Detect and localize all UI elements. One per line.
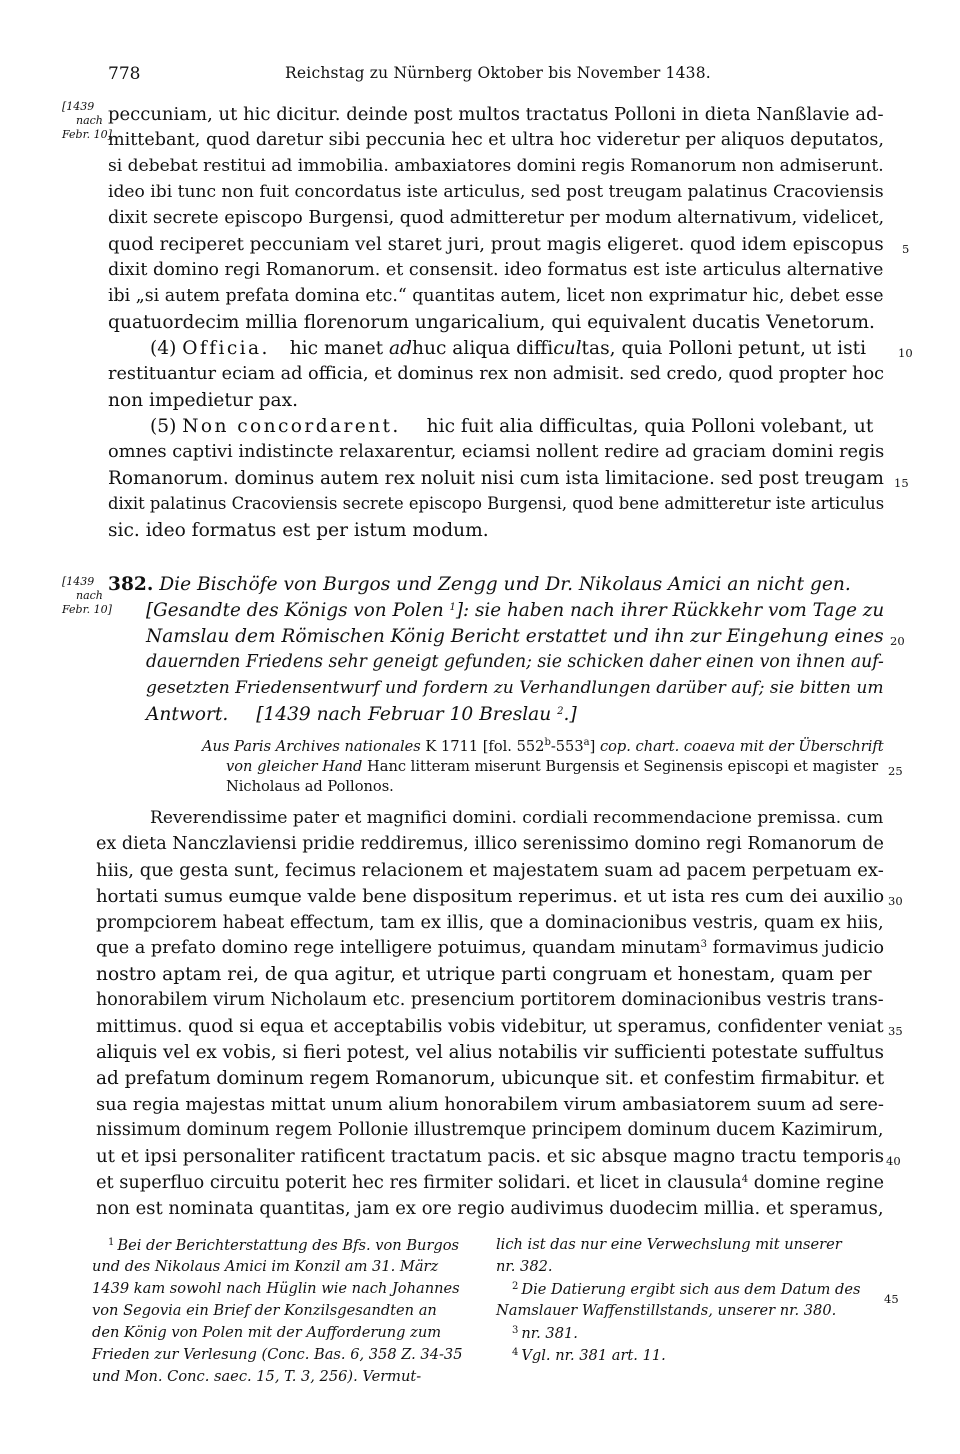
line-number: 25 [888,764,903,778]
document-title-line [146,602,884,620]
source-note-line: Nicholaus ad Pollonos. [226,778,394,795]
source-text: Aus Paris Archives nationales [202,738,421,755]
text-line: dixit palatinus Cracoviensis secrete episcopo Burgensi, quod bene admitteretur iste articulus [108,494,885,513]
letter-line: non est nominata quantitas, jam ex ore regio audivimus duodecim millia. et speramus, [96,1198,884,1219]
footnote-ref: 2 [557,706,564,717]
footnote-line: lich ist das nur eine Verwechslung mit unserer [496,1236,842,1253]
text-line: peccuniam, ut hic dicitur. deinde post multos tractatus Polloni in dieta Nanßlavie ad- [108,104,884,125]
letter-line: sua regia majestas mittat unum alium honorabilem virum ambasiatorem suum ad sere- [96,1094,884,1115]
text-segment: diffi [516,338,554,359]
footnote-line: und Mon. Conc. saec. 15, T. 3, 256). Vermut- [92,1368,422,1385]
section-number: (5) [150,416,177,437]
letter-line: ad prefatum dominum regem Romanorum, ubicunque sit. et confestim firmabitur. et [96,1068,885,1089]
text-line: ideo ibi tunc non fuit concordatus iste articulus, sed post treugam palatinus Cracoviensis [108,182,884,202]
text-segment: formavimus judicio [707,938,885,958]
text-segment: cul [553,338,582,359]
letter-line: nostro aptam rei, de qua agitur, et utrique parti congruam et honestam, quam per [96,964,872,985]
footnote-line [512,1282,860,1298]
letter-line [96,940,884,958]
footnote-text: Bei der Berichterstattung des Bfs. von Burgos [117,1237,460,1254]
text-line: si debebat restitui ad immobilia. ambaxiatores domini regis Romanorum non admiserunt. [108,156,884,176]
footnote-ref: 3 [700,939,708,950]
letter-line: aliquis vel ex vobis, si fieri potest, vel alius notabilis vir sufficienti potestate suffultus [96,1042,885,1063]
footnote-line: Namslauer Waffenstillstands, unserer nr. 380. [496,1302,837,1319]
footnote-line: von Segovia ein Brief der Konzilsgesandten an [92,1302,437,1319]
text-segment: domine regine [748,1172,885,1193]
text-line: restituantur eciam ad officia, et dominus rex non admisit. sed credo, quod propter hoc [108,364,885,384]
margin-date-note [62,575,112,617]
title-text: Antwort. [146,704,229,725]
document-title-line: Namslau dem Römischen König Bericht erstattet und ihn zur Eingehung eines [146,626,884,647]
text-segment: ad [389,338,413,359]
section-non-concordarent [150,418,873,437]
footnote-ref: 1 [449,602,456,613]
letter-line [96,1174,884,1192]
page-number: 778 [108,64,141,84]
text-line: dixit secrete episcopo Burgensi, quod admitteretur per modum alternativum, videlicet, [108,208,885,228]
document-title-line: gesetzten Friedensentwurf und fordern zu Verhandlungen darüber auf; sie bitten um [146,678,884,698]
footnote-line: 1439 kam sowohl nach Hüglin wie nach Johannes [92,1280,460,1297]
footnote-line: und des Nikolaus Amici im Konzil am 31. März [92,1258,439,1275]
letter-line: Reverendissime pater et magnifici domini. cordiali recommendacione premissa. cum [150,808,884,828]
running-title: Reichstag zu Nürnberg Oktober bis November 1438. [285,64,711,82]
title-date: [1439 nach Februar 10 Breslau [256,704,558,725]
footnote-line: Frieden zur Verlesung (Conc. Bas. 6, 358 Z. 34-35 [92,1346,463,1363]
document-number: 382. [108,574,154,595]
footnote-text: Vgl. nr. 381 art. 11. [521,1347,666,1364]
footnote-line: den König von Polen mit der Aufforderung zum [92,1324,442,1341]
line-number: 5 [902,242,910,256]
title-text: .] [563,704,577,725]
text-line: non impedietur pax. [108,390,299,411]
line-number: 35 [888,1024,903,1038]
footnote-number: 3 [512,1325,519,1336]
source-sup: a [583,737,590,748]
margin-note-line: [1439 [62,100,95,113]
text-segment: huc aliqua [412,338,517,359]
running-header [108,64,888,88]
text-segment: hic manet [289,338,390,359]
margin-note-line: nach [76,589,103,602]
footnote-line: nr. 382. [496,1258,553,1275]
title-text: ]: sie haben nach ihrer Rückkehr vom Tage zu [455,600,885,621]
line-number: 30 [888,894,903,908]
footnote-text: nr. 381. [521,1325,578,1342]
footnote-line [512,1348,666,1364]
footnote-line [108,1238,459,1254]
text-line: Romanorum. dominus autem rex noluit nisi cum ista limitacione. sed post treugam [108,468,884,489]
text-line: sic. ideo formatus est per istum modum. [108,520,489,541]
section-heading: Non concordarent. [182,416,401,437]
source-sup: b [544,737,551,748]
document-title-line [146,706,577,725]
margin-note-line: Febr. 10] [62,603,112,616]
letter-line: prompciorem habeat effectum, tam ex illis, que a dominacionibus vestris, quam ex hiis, [96,912,884,933]
line-number: 10 [898,346,913,360]
text-segment: hic fuit alia difficultas, quia Polloni volebant, ut [426,416,874,437]
title-text: [Gesandte des Königs von Polen [146,600,450,621]
footnote-number: 1 [108,1237,115,1248]
footnote-ref: 4 [741,1174,749,1185]
letter-line: nissimum dominum regem Pollonie illustremque principem dominum ducem Kazimirum, [96,1120,884,1140]
text-segment: tas, quia Polloni petunt, ut isti [581,338,867,359]
source-text: Hanc litteram miserunt Burgensis et Seginensis episcopi et magister [362,758,879,775]
margin-note-line: nach [76,114,103,127]
text-line: quatuordecim millia florenorum ungaricalium, qui equivalent ducatis Venetorum. [108,312,875,333]
document-title-line: dauernden Friedens sehr geneigt gefunden; sie schicken daher einen von ihnen auf- [146,652,884,672]
margin-date-note [62,100,112,142]
footnote-number: 2 [512,1281,519,1292]
footnote-line [512,1326,578,1342]
text-line: quod reciperet peccuniam vel staret juri, prout magis eligeret. quod idem episcopus [108,234,884,255]
footnote-number: 4 [512,1347,519,1358]
footnote-text: Die Datierung ergibt sich aus dem Datum des [521,1281,861,1298]
title-text: Die Bischöfe von Burgos und Zengg und Dr. Nikolaus Amici an nicht gen. [159,574,851,595]
source-note-line [202,737,884,755]
document-title-line [108,576,851,595]
margin-note-line: Febr. 10] [62,128,112,141]
section-officia [150,340,866,359]
text-line: dixit domino regi Romanorum. et consensit. ideo formatus est iste articulus alternative [108,260,884,280]
source-text: cop. chart. coaeva mit der Überschrift [599,738,884,755]
letter-line: hiis, que gesta sunt, fecimus relacionem et majestatem suam ad pacem perpetuam ex- [96,860,884,881]
margin-note-line: [1439 [62,575,95,588]
text-segment: et superfluo circuitu poterit hec res firmiter solidari. et licet in clausula [96,1172,742,1193]
text-segment: que a prefato domino rege intelligere potuimus, quandam minutam [96,938,701,958]
text-line: ibi „si autem prefata domina etc.“ quantitas autem, licet non exprimatur hic, debet esse [108,286,884,306]
source-text: von gleicher Hand [226,758,363,775]
letter-line: ex dieta Nanczlaviensi pridie reddiremus, illico serenissimo domino regi Romanorum de [96,834,884,854]
line-number: 40 [886,1154,901,1168]
text-line: omnes captivi indistincte relaxarentur, eciamsi nollent redire ad graciam domini regis [108,442,885,462]
letter-line: ut et ipsi personaliter ratificent tractatum pacis. et sic absque magno tractu temporis [96,1146,885,1167]
line-number: 20 [890,634,905,648]
source-text: K 1711 [fol. 552 [420,738,545,755]
line-number: 45 [884,1292,899,1306]
letter-line: honorabilem virum Nicholaum etc. presencium portitorem dominacionibus vestris trans- [96,990,884,1010]
letter-line: mittimus. quod si equa et acceptabilis vobis videbitur, ut speramus, confidenter veniat [96,1016,884,1037]
source-note-line [226,760,878,775]
letter-line: hortati sumus eumque valde bene dispositum reperimus. et ut ista res cum dei auxilio [96,886,885,907]
source-text: -553 [550,738,584,755]
text-line: mittebant, quod daretur sibi peccunia hec et ultra hoc videretur per aliquos deputatos, [108,130,884,150]
section-number: (4) [150,338,177,359]
source-text: ] [589,738,600,755]
section-heading: Officia. [182,338,270,359]
line-number: 15 [894,476,909,490]
